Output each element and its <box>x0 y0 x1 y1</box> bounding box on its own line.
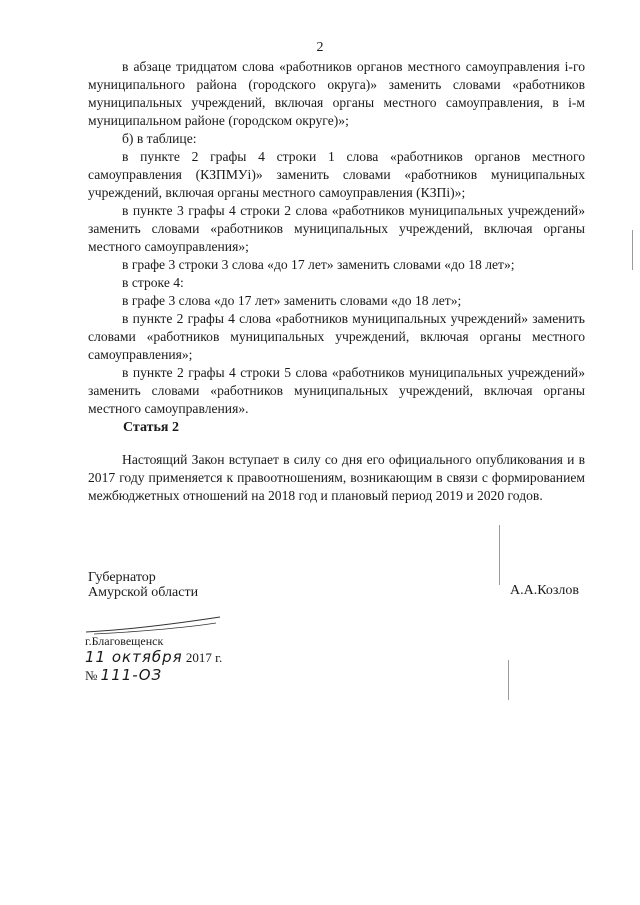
article-body <box>88 451 585 505</box>
signatory-title-line: Губернатор <box>88 570 156 585</box>
paragraph: в строке 4: <box>122 275 184 290</box>
signatory-title-line: Амурской области <box>88 585 199 600</box>
signature-stroke <box>84 614 224 636</box>
paragraph: в пункте 2 графы 4 строки 5 слова «работников муниципальных учреждений» заменить словами «работников муниципальных учреждений, включая органы местного самоуправления». <box>88 365 585 416</box>
paragraph: в пункте 2 графы 4 строки 1 слова «работников органов местного самоуправления (КЗПМУi)» заменить словами «работников муниципальных учреждений, включая органы местного самоуправления (КЗПi)»; <box>88 149 585 200</box>
signatory-title <box>88 570 198 600</box>
handwritten-number: 111-ОЗ <box>100 666 163 684</box>
city: г.Благовещенск <box>85 634 164 648</box>
page-number: 2 <box>316 40 324 55</box>
scan-artifact <box>632 230 633 270</box>
paragraph: в графе 3 слова «до 17 лет» заменить словами «до 18 лет»; <box>122 293 462 308</box>
scan-artifact <box>508 660 509 700</box>
date-line <box>85 648 222 666</box>
paragraph: в пункте 2 графы 4 слова «работников муниципальных учреждений» заменить словами «работников муниципальных учреждений, включая органы местного самоуправления»; <box>88 311 585 362</box>
paragraph: в абзаце тридцатом слова «работников органов местного самоуправления i-го муниципального района (городского округа)» заменить словами «работников муниципальных учреждений, включая органы местного самоуправления, в i-м муниципальном районе (городском округе)»; <box>88 59 585 128</box>
amendment-text <box>88 58 585 418</box>
paragraph: б) в таблице: <box>122 131 197 146</box>
article-title: Статья 2 <box>123 420 179 435</box>
article-paragraph: Настоящий Закон вступает в силу со дня его официального опубликования и в 2017 году применяется к правоотношениям, возникающим в связи с формированием межбюджетных отношений на 2018 год и плановый период 2019 и 2020 годов. <box>88 452 585 503</box>
number-line <box>85 666 162 684</box>
signatory-name: А.А.Козлов <box>510 583 579 598</box>
paragraph: в пункте 3 графы 4 строки 2 слова «работников муниципальных учреждений» заменить словами «работников муниципальных учреждений, включая органы местного самоуправления»; <box>88 203 585 254</box>
handwritten-date: 11 октября <box>85 648 183 666</box>
date-year: 2017 г. <box>185 650 223 665</box>
scan-artifact <box>499 525 500 585</box>
paragraph: в графе 3 строки 3 слова «до 17 лет» заменить словами «до 18 лет»; <box>122 257 515 272</box>
number-prefix: № <box>85 668 98 683</box>
